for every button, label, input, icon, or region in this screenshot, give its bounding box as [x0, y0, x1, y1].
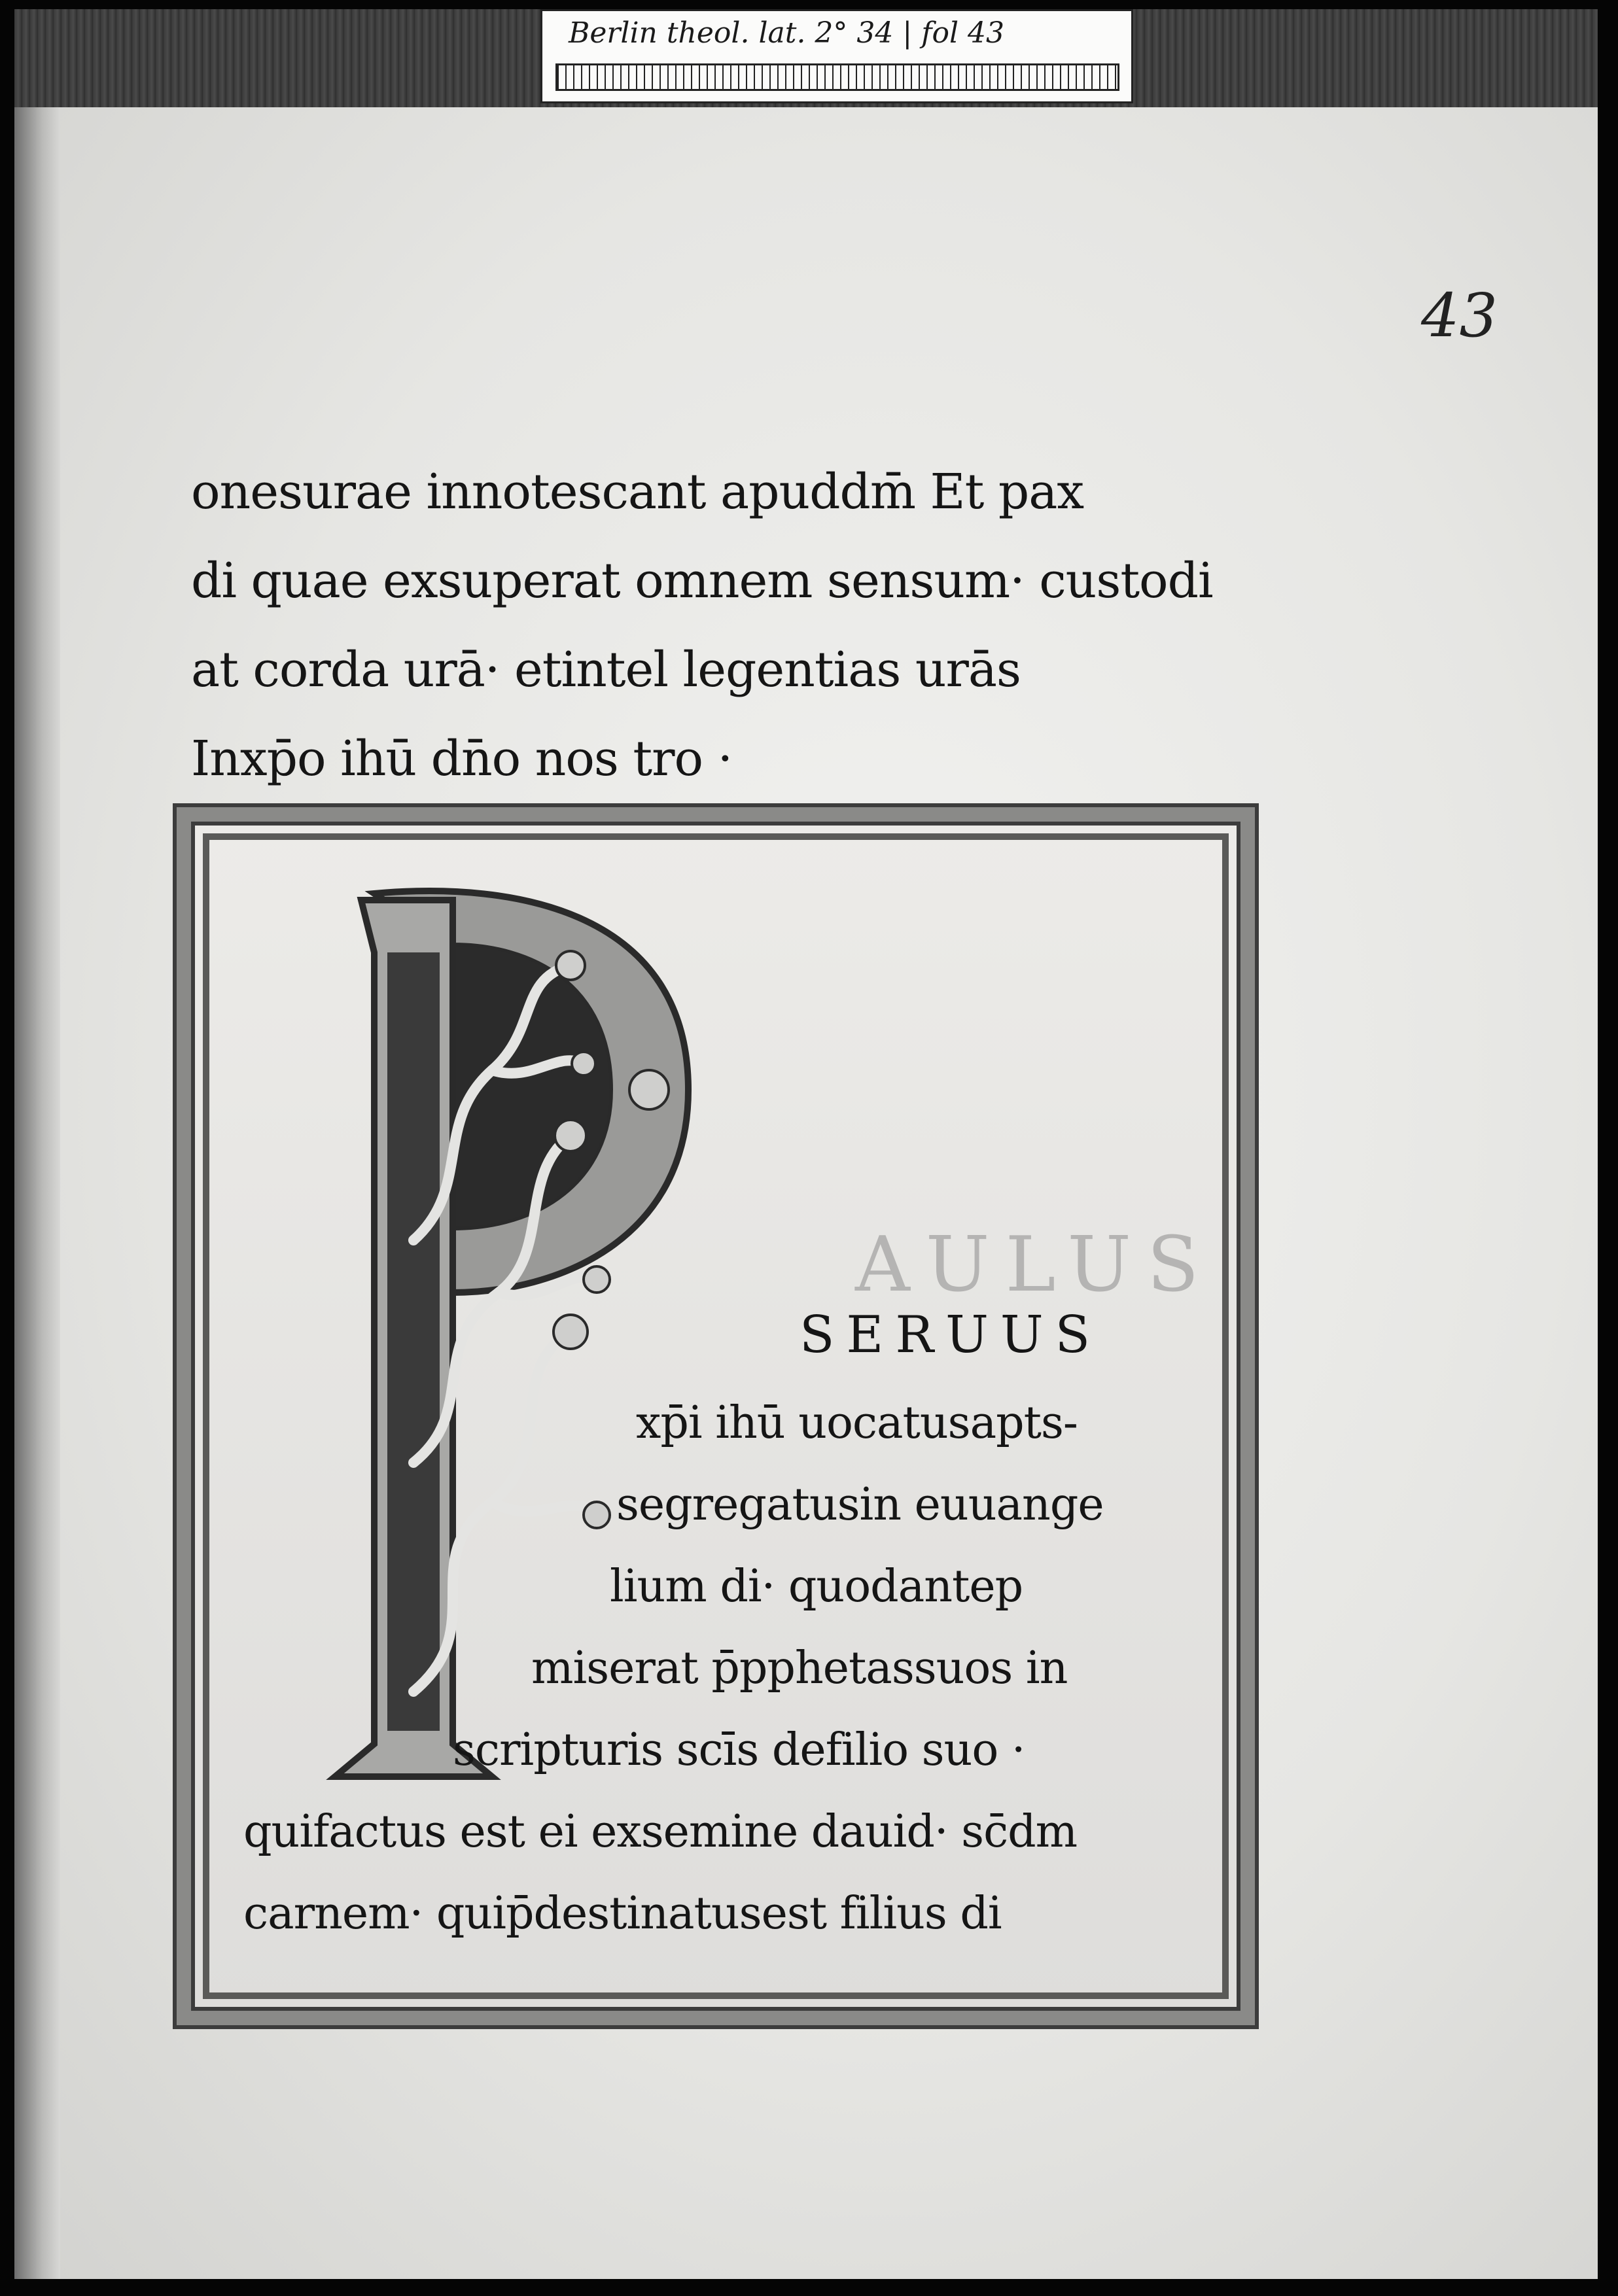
box-text-line: carnem· quip̄destinatusest filius di: [243, 1888, 1002, 1939]
page-gutter: [14, 107, 60, 2279]
illuminated-frame: [177, 807, 1255, 2025]
box-text-line: segregatusin euuange: [616, 1479, 1104, 1531]
text-line: Inxp̄o ihū dn̄o nos tro ·: [191, 731, 733, 787]
box-text-line: quifactus est ei exsemine dauid· sc̄dm: [243, 1806, 1078, 1858]
shelfmark-ruler-label: [540, 9, 1133, 103]
heading-seruus: SERUUS: [800, 1306, 1102, 1365]
shelfmark-text: Berlin theol. lat. 2° 34 | fol 43: [569, 16, 1005, 50]
text-line: onesurae innotescant apuddm̄ Et pax: [191, 464, 1084, 520]
top-text-block: [191, 447, 1303, 803]
text-line: at corda urā· etintel legentias urās: [191, 642, 1021, 698]
ruler-scale: [555, 63, 1119, 91]
folio-number: 43: [1421, 281, 1498, 351]
box-text-line: lium di· quodantep: [610, 1561, 1023, 1612]
text-line: di quae exsuperat omnem sensum· custodi: [191, 553, 1213, 609]
ghost-heading: AULUS: [855, 1221, 1215, 1309]
parchment-page: [14, 107, 1598, 2279]
box-text-line: miserat p̄pphetassuos in: [531, 1643, 1068, 1694]
box-text-line: xp̄i ihū uocatusapts-: [636, 1397, 1078, 1449]
box-text-line: scripturis scīs defilio suo ·: [453, 1724, 1025, 1776]
manuscript-photo: [14, 9, 1598, 2279]
